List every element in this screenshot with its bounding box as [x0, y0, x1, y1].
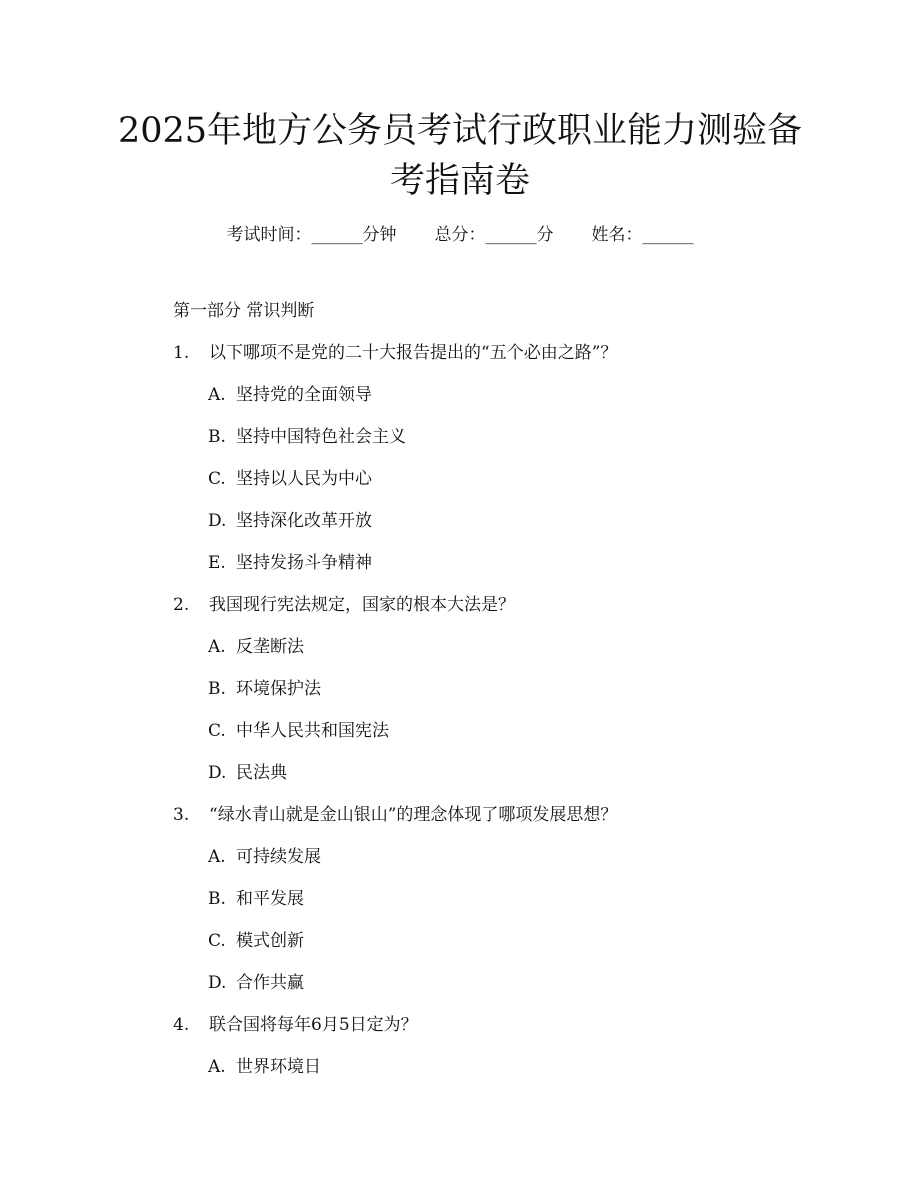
option-text: 坚持以人民为中心: [236, 469, 372, 489]
question-text: 我国现行宪法规定，国家的根本大法是？: [209, 595, 515, 615]
option-text: 坚持发扬斗争精神: [236, 553, 372, 573]
name-label: 姓名：______: [591, 225, 694, 245]
question-number: 1.: [173, 343, 190, 363]
section-title: 第一部分 常识判断: [173, 301, 315, 321]
option-letter: A.: [208, 637, 226, 657]
option-text: 可持续发展: [236, 847, 321, 867]
option-letter: B.: [208, 889, 226, 909]
option-letter: B.: [208, 427, 226, 447]
option-text: 民法典: [236, 763, 287, 783]
option-text: 中华人民共和国宪法: [236, 721, 389, 741]
option-letter: C.: [208, 931, 226, 951]
question-text: “绿水青山就是金山银山”的理念体现了哪项发展思想？: [209, 805, 618, 825]
option-letter: C.: [208, 721, 226, 741]
total-score-label: 总分：______分: [434, 225, 554, 245]
option-letter: D.: [208, 973, 227, 993]
question-text: 联合国将每年6月5日定为？: [209, 1015, 418, 1035]
page-title-line-2: 考指南卷: [389, 161, 530, 201]
option-text: 世界环境日: [236, 1057, 321, 1077]
option-letter: D.: [208, 511, 227, 531]
option-letter: E.: [208, 553, 226, 573]
option-text: 环境保护法: [236, 679, 321, 699]
title-block: [0, 106, 920, 206]
option-text: 坚持党的全面领导: [236, 385, 372, 405]
option-text: 反垄断法: [236, 637, 304, 657]
question-number: 2.: [173, 595, 190, 615]
option-text: 和平发展: [236, 889, 304, 909]
question-number: 4.: [173, 1015, 190, 1035]
question-number: 3.: [173, 805, 190, 825]
option-letter: C.: [208, 469, 226, 489]
option-letter: A.: [208, 847, 226, 867]
option-letter: B.: [208, 679, 226, 699]
option-letter: D.: [208, 763, 227, 783]
option-text: 模式创新: [236, 931, 304, 951]
page-title-line-1: 2025年地方公务员考试行政职业能力测验备: [117, 111, 803, 151]
exam-meta: [0, 224, 920, 246]
option-text: 坚持深化改革开放: [236, 511, 372, 531]
question-text: 以下哪项不是党的二十大报告提出的“五个必由之路”？: [209, 343, 618, 363]
exam-time-label: 考试时间：______分钟: [226, 225, 397, 245]
option-text: 坚持中国特色社会主义: [236, 427, 406, 447]
option-text: 合作共赢: [236, 973, 304, 993]
option-letter: A.: [208, 1057, 226, 1077]
option-letter: A.: [208, 385, 226, 405]
